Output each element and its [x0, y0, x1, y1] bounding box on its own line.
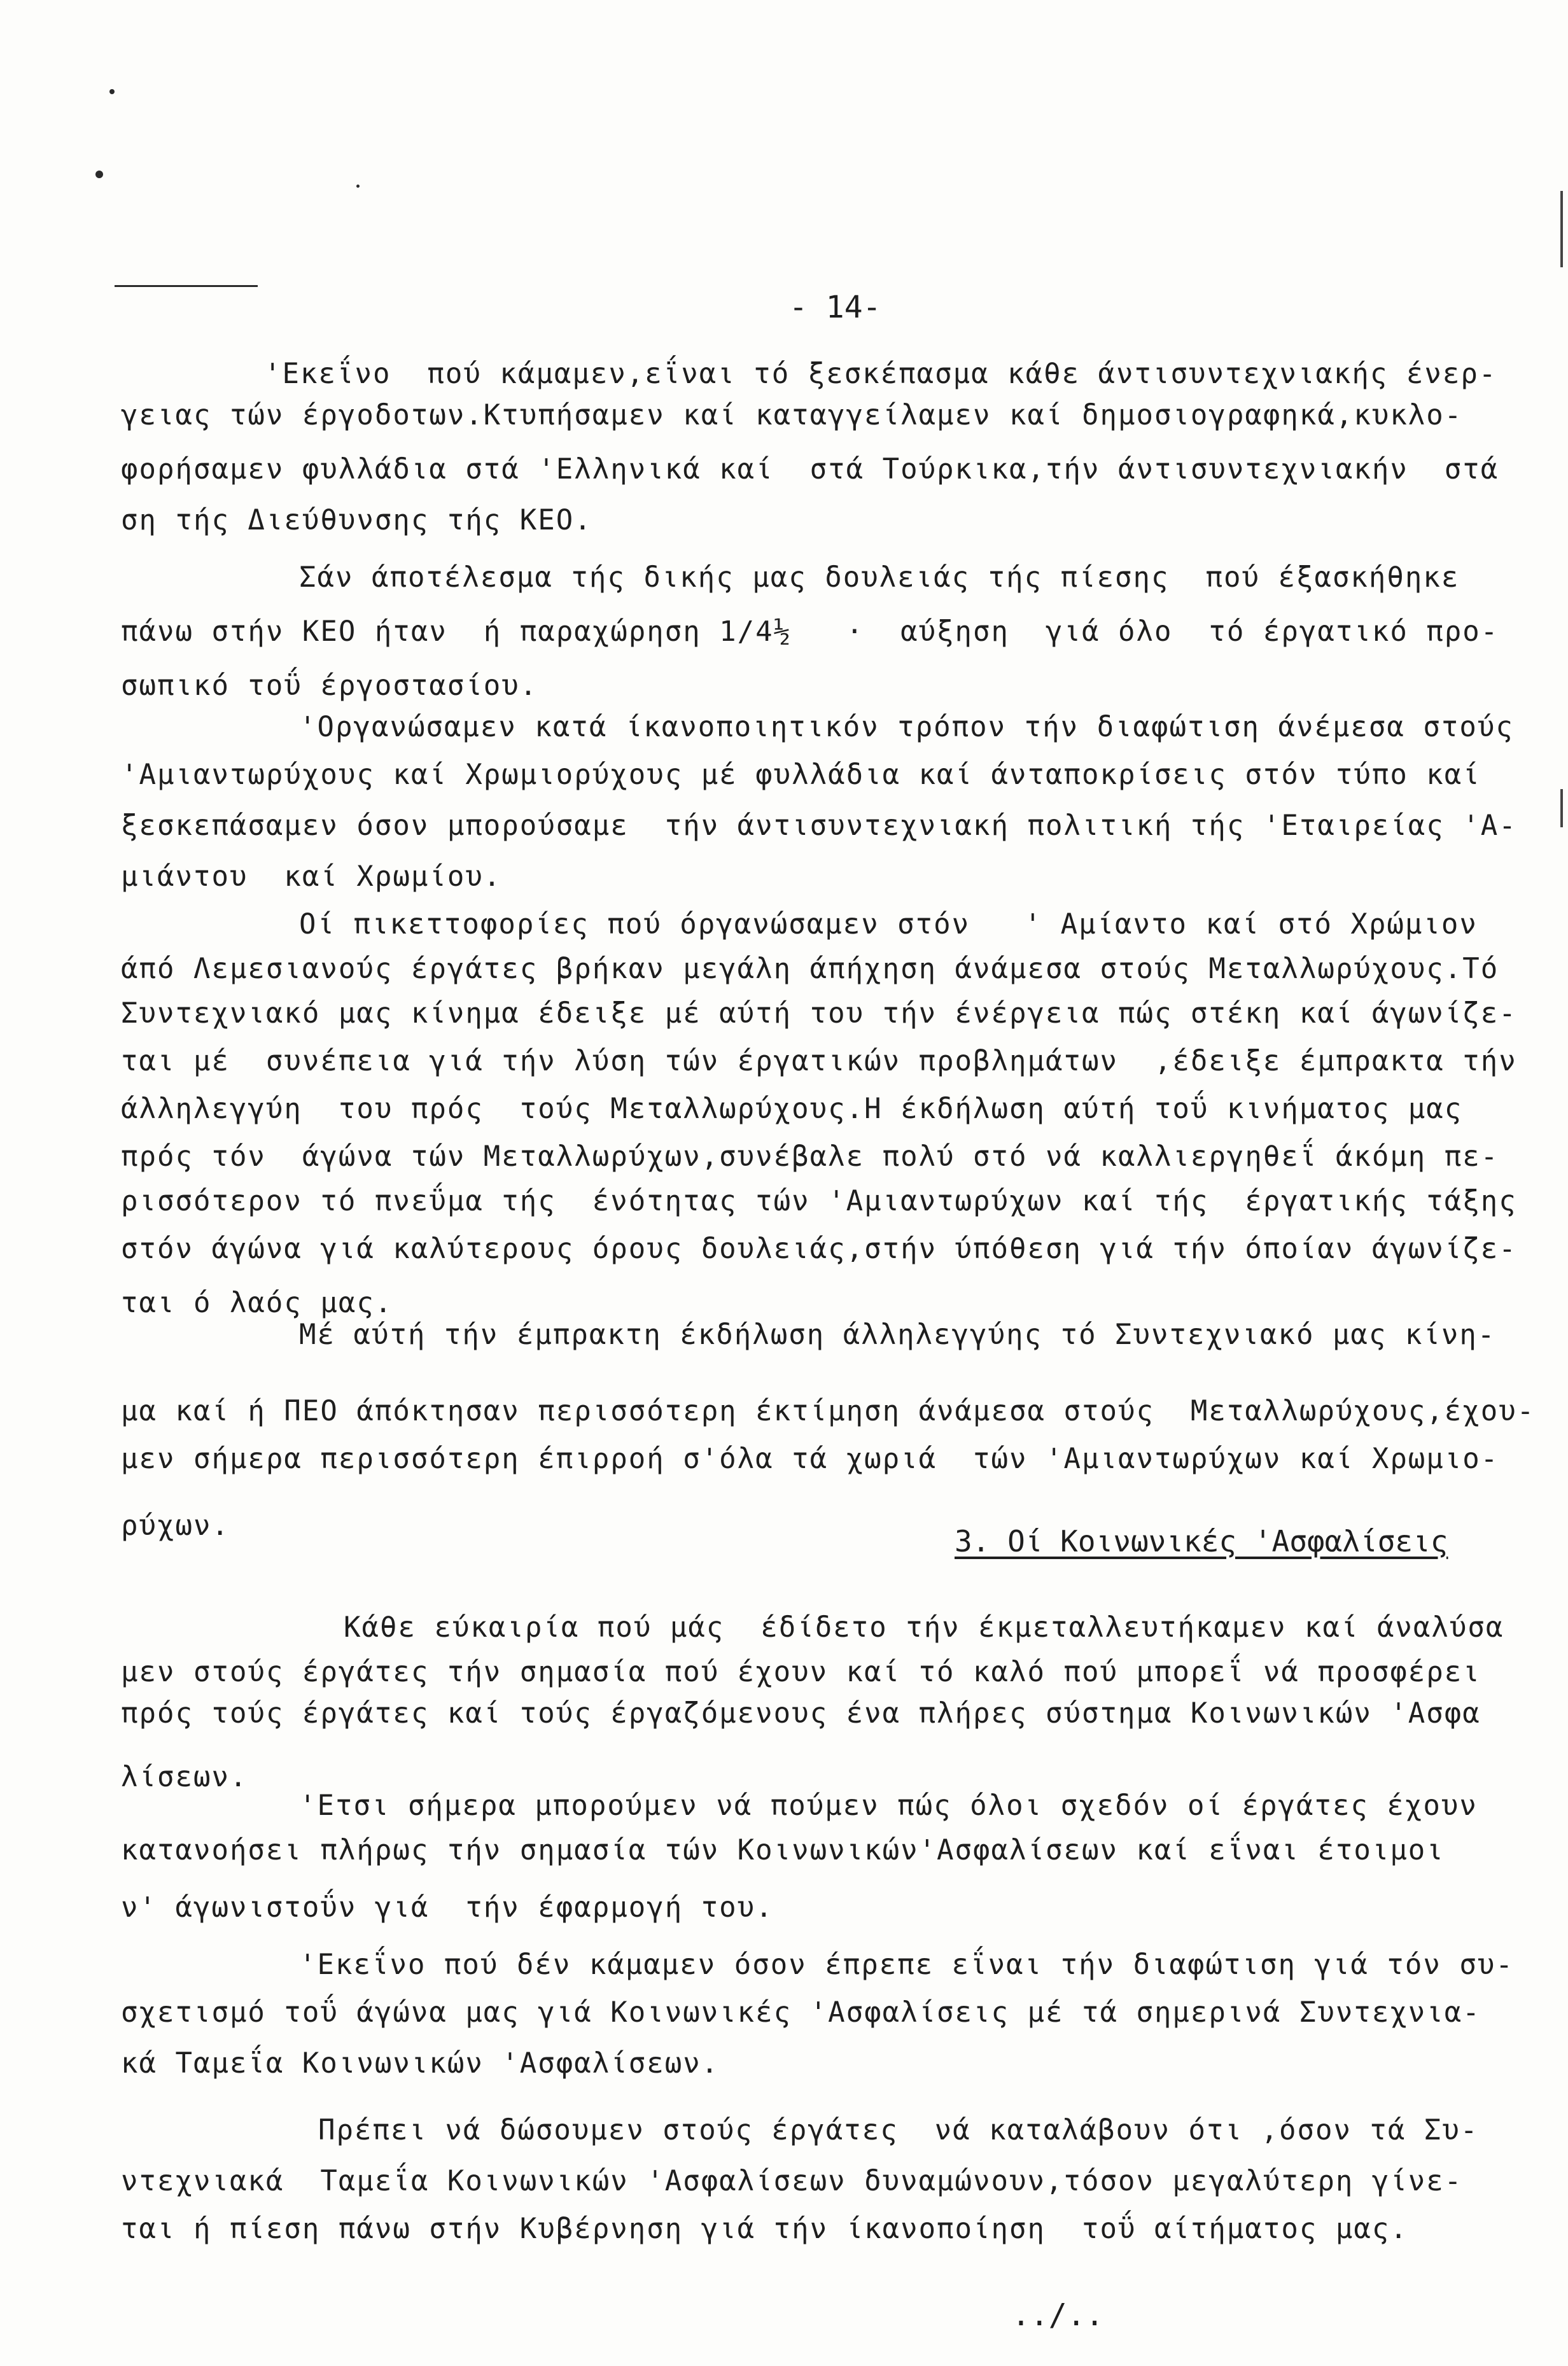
page-number: - 14- [789, 290, 881, 325]
text-line: ση τής Διεύθυνσης τής ΚΕΟ. [121, 504, 592, 536]
ink-speck [356, 185, 360, 188]
text-line: μιάντου καί Χρωμίου. [121, 860, 502, 893]
text-line: 'Ετσι σήμερα μπορούμεν νά πούμεν πώς όλοι σχεδόν οί έργάτες έχουν [299, 1789, 1478, 1822]
text-line: πρός τούς έργάτες καί τούς έργαζόμενους ένα πλήρες σύστημα Κοινωνικών 'Ασφα [121, 1697, 1481, 1730]
section-heading: 3. Οί Κοινωνικές 'Ασφαλίσεις [955, 1524, 1448, 1558]
text-line: 'Εκεΐνο πού κάμαμεν,εΐναι τό ξεσκέπασμα κάθε άντισυντεχνιακής ένερ- [264, 358, 1497, 390]
text-line: γειας τών έργοδοτων.Κτυπήσαμεν καί καταγγείλαμεν καί δημοσιογραφηκά,κυκλο- [121, 399, 1463, 431]
text-line: 'Εκεΐνο πού δέν κάμαμεν όσον έπρεπε εΐναι τήν διαφώτιση γιά τόν συ- [299, 1949, 1514, 1981]
text-line: πάνω στήν ΚΕΟ ήταν ή παραχώρηση 1/4½ · αύξηση γιά όλο τό έργατικό προ- [121, 615, 1499, 648]
text-line: σωπικό τοΰ έργοστασίου. [121, 669, 538, 702]
text-line: ται μέ συνέπεια γιά τήν λύση τών έργατικών προβλημάτων ,έδειξε έμπρακτα τήν [121, 1045, 1517, 1077]
text-line: ν' άγωνιστοΰν γιά τήν έφαρμογή του. [121, 1891, 774, 1924]
text-line: 'Οργανώσαμεν κατά ίκανοποιητικόν τρόπον τήν διαφώτιση άνέμεσα στούς [299, 711, 1514, 743]
text-line: στόν άγώνα γιά καλύτερους όρους δουλειάς,στήν ύπόθεση γιά τήν όποίαν άγωνίζε- [121, 1233, 1517, 1265]
text-line: ξεσκεπάσαμεν όσον μπορούσαμε τήν άντισυντεχνιακή πολιτική τής 'Εταιρείας 'Α- [121, 809, 1517, 842]
text-line: μα καί ή ΠΕΟ άπόκτησαν περισσότερη έκτίμηση άνάμεσα στούς Μεταλλωρύχους,έχου- [121, 1395, 1536, 1427]
text-line: πρός τόν άγώνα τών Μεταλλωρύχων,συνέβαλε πολύ στό νά καλλιεργηθεΐ άκόμη πε- [121, 1140, 1499, 1173]
text-line: κατανοήσει πλήρως τήν σημασία τών Κοινωνικών'Ασφαλίσεων καί εΐναι έτοιμοι [121, 1834, 1445, 1866]
text-line: μεν στούς έργάτες τήν σημασία πού έχουν καί τό καλό πού μπορεΐ νά προσφέρει [121, 1656, 1481, 1688]
text-line: φορήσαμεν φυλλάδια στά 'Ελληνικά καί στά Τούρκικα,τήν άντισυντεχνιακήν στά [121, 453, 1499, 486]
text-line: κά Ταμεΐα Κοινωνικών 'Ασφαλίσεων. [121, 2047, 720, 2080]
text-line: άλληλεγγύη του πρός τούς Μεταλλωρύχους.Η έκδήλωση αύτή τοΰ κινήματος μας [121, 1093, 1463, 1125]
page-edge-mark [1560, 789, 1563, 827]
text-line: 'Αμιαντωρύχους καί Χρωμιορύχους μέ φυλλάδια καί άνταποκρίσεις στόν τύπο καί [121, 759, 1481, 791]
text-line: Οί πικεττοφορίες πού όργανώσαμεν στόν ' Αμίαντο καί στό Χρώμιον [299, 908, 1478, 941]
text-line: Πρέπει νά δώσουμεν στούς έργάτες νά καταλάβουν ότι ,όσον τά Συ- [318, 2114, 1479, 2146]
text-line: ντεχνιακά Ταμεΐα Κοινωνικών 'Ασφαλίσεων δυναμώνουν,τόσον μεγαλύτερη γίνε- [121, 2165, 1463, 2197]
text-line: άπό Λεμεσιανούς έργάτες βρήκαν μεγάλη άπήχηση άνάμεσα στούς Μεταλλωρύχους.Τό [121, 953, 1499, 985]
text-line: ται ή πίεση πάνω στήν Κυβέρνηση γιά τήν ίκανοποίηση τοΰ αίτήματος μας. [121, 2213, 1408, 2245]
text-line: ρισσότερον τό πνεΰμα τής ένότητας τών 'Αμιαντωρύχων καί τής έργατικής τάξης [121, 1185, 1517, 1217]
text-line: Σάν άποτέλεσμα τής δικής μας δουλειάς τής πίεσης πού έξασκήθηκε [299, 561, 1460, 594]
continuation-mark: ../.. [1012, 2297, 1104, 2333]
text-line: σχετισμό τοΰ άγώνα μας γιά Κοινωνικές 'Ασφαλίσεις μέ τά σημερινά Συντεχνια- [121, 1996, 1481, 2029]
text-line: λίσεων. [121, 1761, 248, 1793]
margin-rule [115, 285, 258, 287]
text-line: Συντεχνιακό μας κίνημα έδειξε μέ αύτή του τήν ένέργεια πώς στέκη καί άγωνίζε- [121, 997, 1517, 1030]
ink-speck [109, 89, 115, 94]
text-line: Κάθε εύκαιρία πού μάς έδίδετο τήν έκμεταλλευτήκαμεν καί άναλύσα [344, 1611, 1504, 1644]
text-line: ρύχων. [121, 1509, 230, 1542]
ink-speck [95, 171, 103, 178]
text-line: ται ό λαός μας. [121, 1287, 393, 1319]
text-line: Μέ αύτή τήν έμπρακτη έκδήλωση άλληλεγγύης τό Συντεχνιακό μας κίνη- [299, 1319, 1496, 1351]
page-edge-mark [1560, 191, 1563, 267]
text-line: μεν σήμερα περισσότερη έπιρροή σ'όλα τά χωριά τών 'Αμιαντωρύχων καί Χρωμιο- [121, 1443, 1499, 1475]
